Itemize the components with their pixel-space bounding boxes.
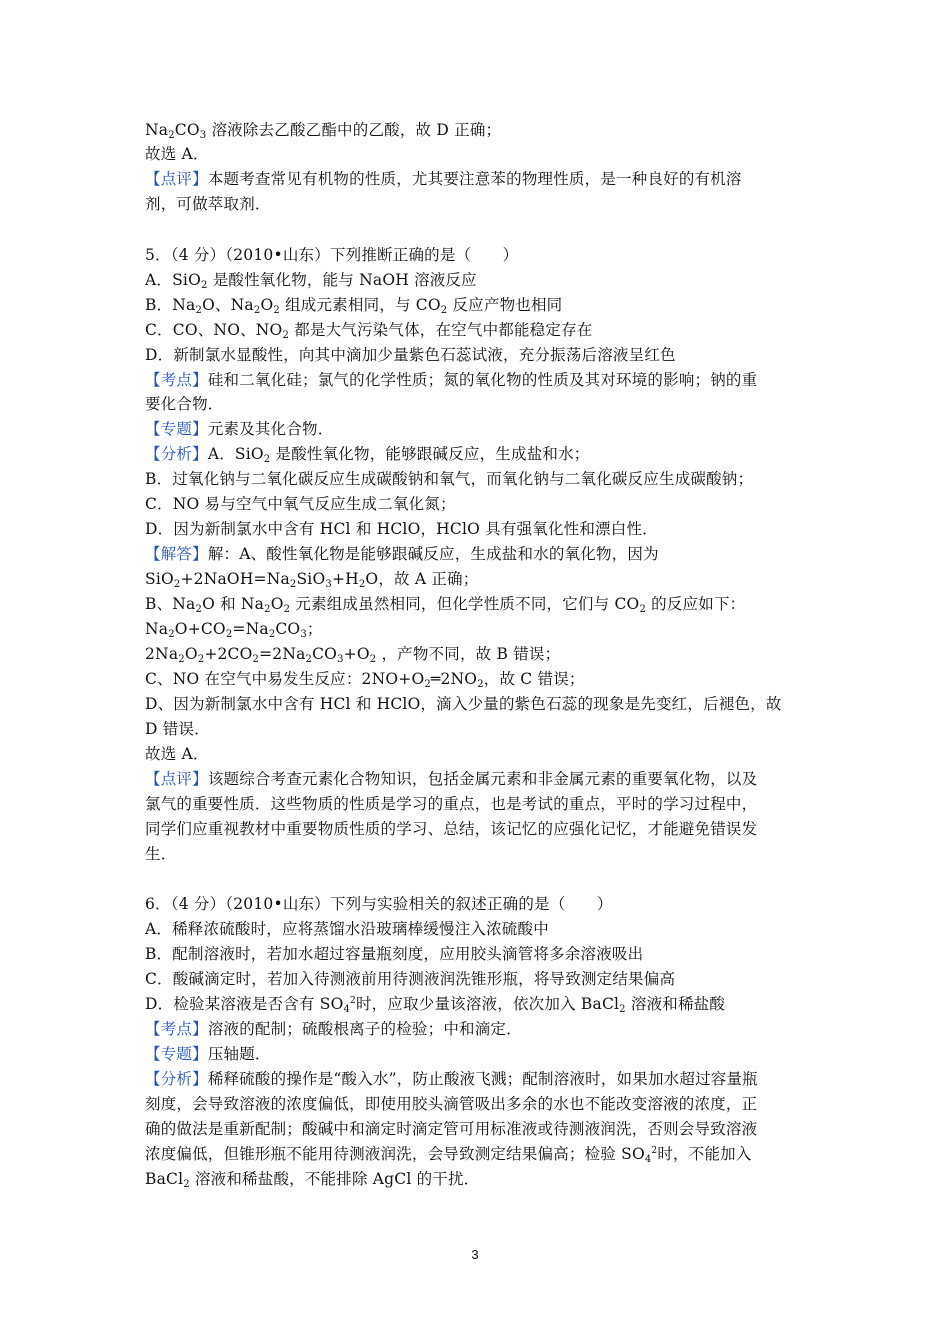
q5-option-c: C．CO、NO、$NO_2$ 都是大气污染气体，在空气中都能稳定存在	[145, 321, 593, 341]
q6-option-d: D．检验某溶液是否含有 $SO_4^2$时，应取少量该溶液，依次加入 BaCl$_2$ 溶液和稀盐酸	[145, 995, 726, 1015]
q5-option-b: B．$Na_2O$、$Na_2O_2$ 组成元素相同，与 $CO_2$ 反应产物也相同	[145, 296, 563, 316]
kaodian-tag: 【考点】	[145, 371, 208, 389]
zhuanti-tag: 【专题】	[145, 420, 208, 438]
q5-fenxi-c: C．NO 易与空气中氧气反应生成二氧化氮；	[145, 495, 456, 513]
q5-fenxi-a: 【分析】A．SiO$_2$ 是酸性氧化物，能够跟碱反应，生成盐和水；	[145, 445, 590, 465]
q6-option-b: B．配制溶液时，若加水超过容量瓶刻度，应用胶头滴管将多余溶液吸出	[145, 945, 644, 963]
q5-jieda-eq-a: $SiO_2+2NaOH=Na_2SiO_3+H_2O$，故 A 正确；	[145, 570, 479, 590]
page-number: 3	[471, 1247, 479, 1262]
prev-line-2: 故选 A．	[145, 145, 209, 163]
q5-review-3: 同学们应重视教材中重要物质性质的学习、总结，该记忆的应强化记忆，才能避免错误发	[145, 820, 758, 838]
zhuanti-tag: 【专题】	[145, 1045, 208, 1063]
jieda-tag: 【解答】	[145, 545, 208, 563]
q5-stem: 5．（4 分）（2010•山东）下列推断正确的是（ ）	[145, 246, 519, 264]
q5-option-a: A．SiO$_2$ 是酸性氧化物，能与 NaOH 溶液反应	[145, 271, 477, 291]
prev-review-line-1: 【点评】本题考查常见有机物的性质，尤其要注意苯的物理性质，是一种良好的有机溶	[145, 170, 742, 188]
review-tag: 【点评】	[145, 170, 208, 188]
q5-review-4: 生．	[145, 845, 177, 863]
q5-jieda-b: B、$Na_2O$ 和 $Na_2O_2$ 元素组成虽然相同，但化学性质不同，它们与 $CO_2$ 的反应如下：	[145, 595, 746, 615]
q6-fenxi-1: 【分析】稀释硫酸的操作是“酸入水”，防止酸液飞溅；配制溶液时，如果加水超过容量瓶	[145, 1070, 758, 1088]
q6-fenxi-2: 刻度，会导致溶液的浓度偏低，即使用胶头滴管吸出多余的水也不能改变溶液的浓度，正	[145, 1095, 758, 1113]
q5-review-1: 【点评】该题综合考查元素化合物知识，包括金属元素和非金属元素的重要氧化物，以及	[145, 770, 758, 788]
q5-jieda-eq-b2: $2Na_2O_2+2CO_2=2Na_2CO_3+O_2$ ，产物不同，故 B 错误；	[145, 645, 561, 665]
q5-review-2: 氯气的重要性质．这些物质的性质是学习的重点，也是考试的重点，平时的学习过程中，	[145, 795, 758, 813]
q6-zhuanti: 【专题】压轴题．	[145, 1045, 271, 1063]
q5-jieda-d-2: D 错误．	[145, 720, 210, 738]
q5-jieda-d-1: D、因为新制氯水中含有 HCl 和 HClO，滴入少量的紫色石蕊的现象是先变红，后褪色，故	[145, 695, 782, 713]
q5-zhuanti: 【专题】元素及其化合物．	[145, 420, 334, 438]
q5-option-d: D．新制氯水显酸性，向其中滴加少量紫色石蕊试液，充分振荡后溶液呈红色	[145, 346, 676, 364]
q6-fenxi-3: 确的做法是重新配制；酸碱中和滴定时滴定管可用标准液或待测液润洗，否则会导致溶液	[145, 1120, 758, 1138]
kaodian-tag: 【考点】	[145, 1020, 208, 1038]
q6-option-c: C．酸碱滴定时，若加入待测液前用待测液润洗锥形瓶，将导致测定结果偏高	[145, 970, 676, 988]
q6-kaodian: 【考点】溶液的配制；硫酸根离子的检验；中和滴定．	[145, 1020, 522, 1038]
fenxi-tag: 【分析】	[145, 445, 208, 463]
review-tag: 【点评】	[145, 770, 208, 788]
q6-fenxi-4: 浓度偏低，但锥形瓶不能用待测液润洗，会导致测定结果偏高；检验 $SO_4^2$时，不能加入	[145, 1145, 752, 1165]
q5-fenxi-b: B．过氧化钠与二氧化碳反应生成碳酸钠和氧气，而氧化钠与二氧化碳反应生成碳酸钠；	[145, 470, 754, 488]
q6-option-a: A．稀释浓硫酸时，应将蒸馏水沿玻璃棒缓慢注入浓硫酸中	[145, 920, 549, 938]
q5-kaodian-1: 【考点】硅和二氧化硅；氯气的化学性质；氮的氧化物的性质及其对环境的影响；钠的重	[145, 371, 758, 389]
q5-choose: 故选 A．	[145, 745, 209, 763]
q6-fenxi-5: BaCl$_2$ 溶液和稀盐酸，不能排除 AgCl 的干扰．	[145, 1170, 480, 1190]
q5-jieda-eq-b1: $Na_2O+CO_2=Na_2CO_3$；	[145, 620, 323, 640]
q5-kaodian-2: 要化合物．	[145, 395, 224, 413]
q5-jieda-c: C、NO 在空气中易发生反应：$2NO+O_2═2NO_2$，故 C 错误；	[145, 670, 585, 690]
fenxi-tag: 【分析】	[145, 1070, 208, 1088]
q6-stem: 6．（4 分）（2010•山东）下列与实验相关的叙述正确的是（ ）	[145, 895, 613, 913]
prev-review-line-2: 剂，可做萃取剂．	[145, 195, 271, 213]
q5-fenxi-d: D．因为新制氯水中含有 HCl 和 HClO，HClO 具有强氧化性和漂白性．	[145, 520, 658, 538]
prev-line-1: $Na_2CO_3$ 溶液除去乙酸乙酯中的乙酸，故 D 正确；	[145, 121, 502, 141]
q5-jieda-1: 【解答】解：A、酸性氧化物是能够跟碱反应，生成盐和水的氧化物，因为	[145, 545, 659, 563]
